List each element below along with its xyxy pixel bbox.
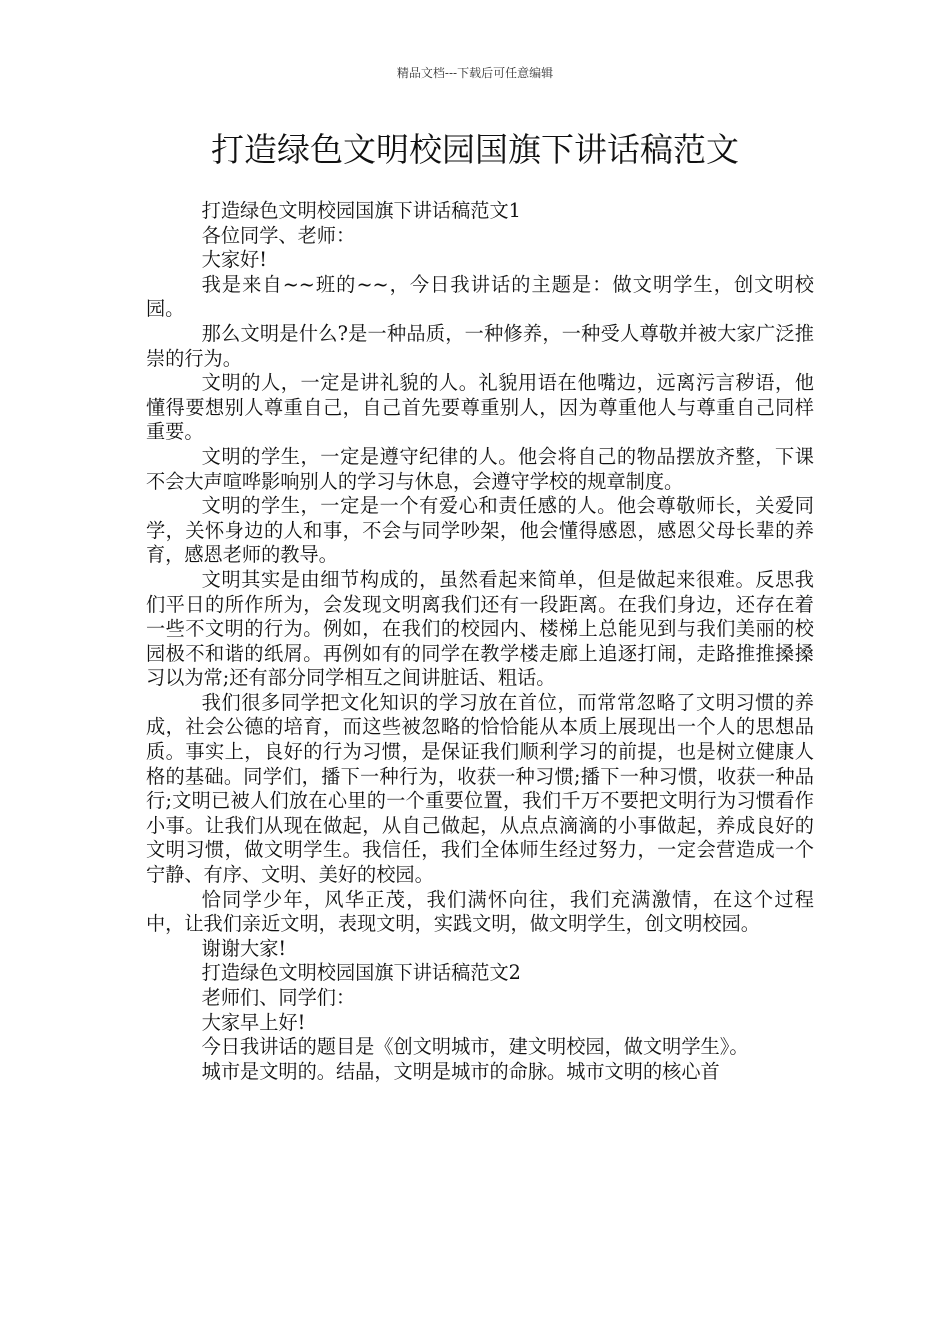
greeting: 大家好! [201, 248, 267, 272]
paragraph: 文明的学生，一定是一个有爱心和责任感的人。他会尊敬师长，关爱同学，关怀身边的人和事，不会与同学吵架，他会懂得感恩，感恩父母长辈的养育，感恩老师的教导。 [146, 494, 814, 567]
paragraph: 那么文明是什么?是一种品质，一种修养，一种受人尊敬并被大家广泛推崇的行为。 [146, 321, 814, 370]
paragraph: 城市是文明的。结晶，文明是城市的命脉。城市文明的核心首 [201, 1059, 720, 1083]
closing-thanks: 谢谢大家! [201, 936, 287, 960]
page-header-note: 精品文档---下载后可任意编辑 [396, 66, 554, 80]
paragraph: 文明的人，一定是讲礼貌的人。礼貌用语在他嘴边，远离污言秽语，他懂得要想别人尊重自己，自己首先要尊重别人，因为尊重他人与尊重自己同样重要。 [146, 371, 814, 444]
section-heading-2: 打造绿色文明校园国旗下讲话稿范文2 [201, 961, 521, 985]
document-body [146, 199, 814, 1084]
document-title: 打造绿色文明校园国旗下讲话稿范文 [211, 130, 739, 169]
paragraph: 今日我讲话的题目是《创文明城市，建文明校园，做文明学生》。 [201, 1035, 749, 1059]
paragraph: 我是来自~~班的~~，今日我讲话的主题是：做文明学生，创文明校园。 [146, 272, 814, 321]
section-heading-1: 打造绿色文明校园国旗下讲话稿范文1 [201, 199, 521, 222]
salutation: 老师们、同学们： [201, 986, 356, 1009]
greeting: 大家早上好! [201, 1010, 306, 1034]
paragraph: 文明的学生，一定是遵守纪律的人。他会将自己的物品摆放齐整，下课不会大声喧哗影响别人的学习与休息，会遵守学校的规章制度。 [146, 444, 814, 493]
paragraph: 文明其实是由细节构成的，虽然看起来简单，但是做起来很难。反思我们平日的所作所为，会发现文明离我们还有一段距离。在我们身边，还存在着一些不文明的行为。例如，在我们的校园内、楼梯上总能见到与我们美丽的校园极不和谐的纸屑。再例如有的同学在教学楼走廊上追逐打闹，走路推推搡搡习以为常;还有部分同学相互之间讲脏话、粗话。 [146, 567, 814, 690]
paragraph: 恰同学少年，风华正茂，我们满怀向往，我们充满激情，在这个过程中，让我们亲近文明，表现文明，实践文明，做文明学生，创文明校园。 [146, 887, 814, 936]
paragraph: 我们很多同学把文化知识的学习放在首位，而常常忽略了文明习惯的养成，社会公德的培育，而这些被忽略的恰恰能从本质上展现出一个人的思想品质。事实上，良好的行为习惯，是保证我们顺利学习的前提，也是树立健康人格的基础。同学们，播下一种行为，收获一种习惯;播下一种习惯，收获一种品行;文明已被人们放在心里的一个重要位置，我们千万不要把文明行为习惯看作小事。让我们从现在做起，从自己做起，从点点滴滴的小事做起，养成良好的文明习惯，做文明学生。我信任，我们全体师生经过努力，一定会营造成一个宁静、有序、文明、美好的校园。 [146, 690, 814, 887]
salutation: 各位同学、老师： [201, 223, 356, 247]
